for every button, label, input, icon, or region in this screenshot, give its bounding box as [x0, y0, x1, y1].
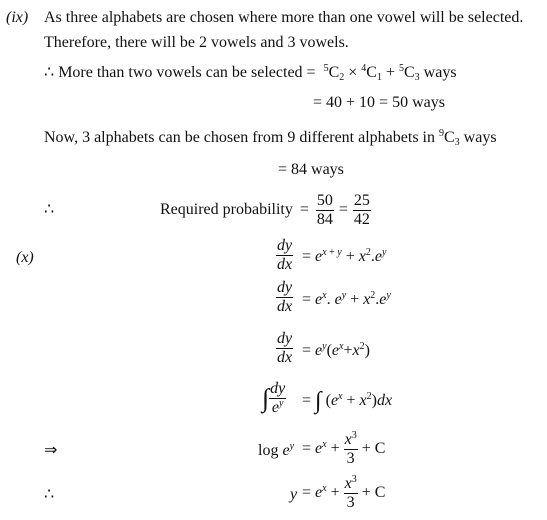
step-4-lhs: ∫ $\frac{dy}{e^y}$ [262, 380, 286, 416]
step-1-rhs: = $e^{x + y} + x^2.e^y$ [302, 247, 387, 265]
part-ix-line-4: = 40 + 10 = 50 ways [313, 94, 445, 111]
step-4-rhs: = ∫ $(e^x + x^2)dx$ [302, 388, 393, 414]
line-3-text: More than two vowels can be selected = [58, 64, 316, 81]
step-3-lhs: $\frac{dy}{dx}$ [277, 330, 293, 366]
step-3-rhs: = $e^y(e^x+x^2)$ [302, 341, 370, 359]
implies-symbol: ⇒ [44, 442, 58, 459]
combination-formula: $^5C_2 \times ^4C_1 + ^5C_3$ ways [323, 63, 457, 83]
step-6-lhs: y [290, 486, 298, 503]
part-ix-line-2: Therefore, there will be 2 vowels and 3 vowels. [44, 34, 349, 51]
step-5-rhs: = $e^x$ + $\frac{x^3}{3}$ + C [302, 429, 386, 467]
probability-line: Required probability = $\frac{50}{84}$ = $\frac{25}{42}$ [160, 191, 370, 228]
part-ix-line-6: = 84 ways [278, 161, 344, 178]
step-6-rhs: = $e^x$ + $\frac{x^3}{3}$ + C [302, 473, 386, 511]
part-ix-line-1: As three alphabets are chosen where more than one vowel will be selected. [44, 9, 524, 26]
probability-fraction-2: $\frac{25}{42}$ [353, 191, 370, 228]
part-ix-line-5: Now, 3 alphabets can be chosen from 9 different alphabets in $^9C_3$ ways [44, 128, 497, 148]
therefore-symbol-2: ∴ [44, 201, 55, 218]
part-ix-label: (ix) [6, 9, 29, 26]
step-2-rhs: = $e^x$. $e^y + x^2.e^y$ [302, 290, 391, 308]
therefore-symbol-3: ∴ [44, 486, 55, 503]
step-2-lhs: $\frac{dy}{dx}$ [277, 279, 293, 315]
probability-fraction-1: $\frac{50}{84}$ [316, 191, 333, 228]
probability-label: Required probability [160, 201, 293, 218]
therefore-symbol: ∴ [44, 64, 55, 81]
step-5-lhs: $\log e^y$ [258, 441, 295, 459]
part-x-label: (x) [16, 249, 34, 266]
step-1-lhs: $\frac{dy}{dx}$ [277, 237, 293, 273]
part-ix-line-3 [44, 63, 457, 83]
